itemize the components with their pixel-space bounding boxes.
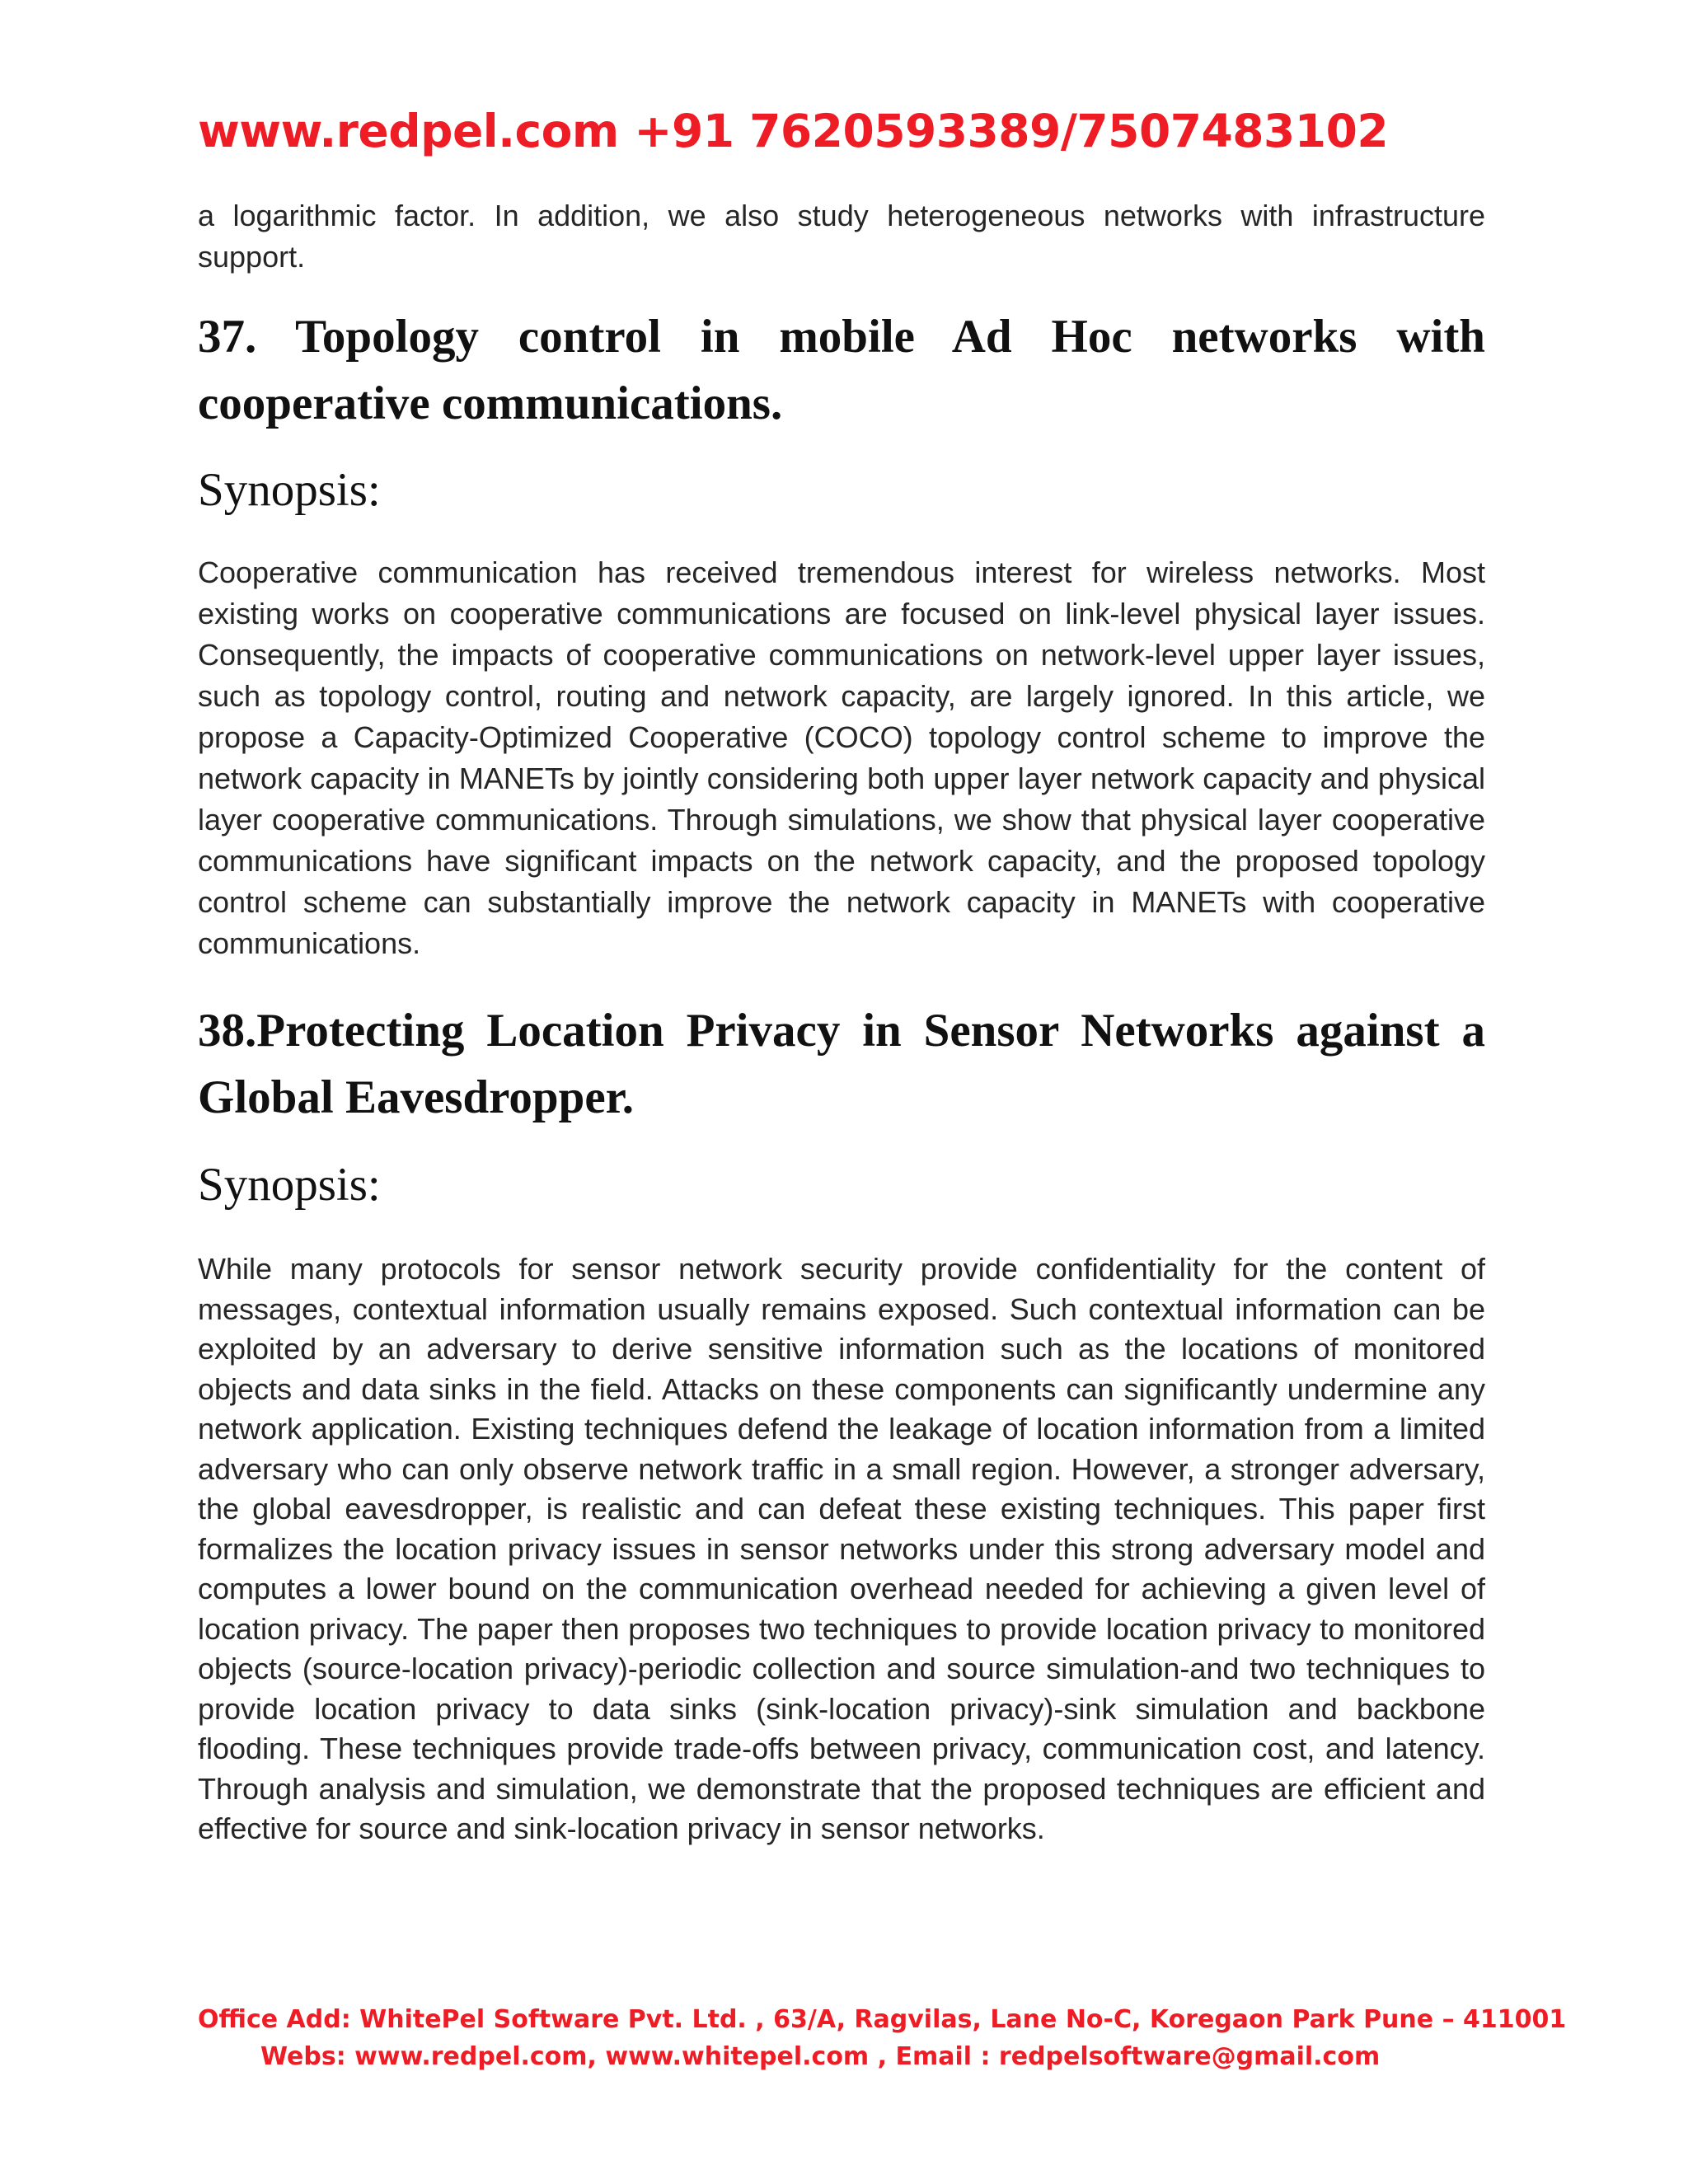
section-37-title: 37. Topology control in mobile Ad Hoc networks with cooperative communications. (198, 311, 1485, 429)
section-37-synopsis-block (198, 466, 1485, 515)
section-38-synopsis-label: Synopsis: (198, 1159, 381, 1211)
section-37-synopsis-label: Synopsis: (198, 464, 381, 516)
section-38 (198, 997, 1485, 1131)
section-38-body: While many protocols for sensor network security provide confidentiality for the content of messages, contextual information usually remains exposed. Such contextual information can be exploited by an adversary to derive sensitive information such as the locations of monitored objects and data sinks in the field. Attacks on these components can significantly undermine any network application. Existing techniques defend the leakage of location information from a limited adversary who can only observe network traffic in a small region. However, a stronger adversary, the global eavesdropper, is realistic and can defeat these existing techniques. This paper first formalizes the location privacy issues in sensor networks under this strong adversary model and computes a lower bound on the communication overhead needed for achieving a given level of location privacy. The paper then proposes two techniques to provide location privacy to monitored objects (source-location privacy)-periodic collection and source simulation-and two techniques to provide location privacy to data sinks (sink-location privacy)-sink simulation and backbone flooding. These techniques provide trade-offs between privacy, communication cost, and latency. Through analysis and simulation, we demonstrate that the proposed techniques are efficient and effective for source and sink-location privacy in sensor networks. (198, 1252, 1485, 1845)
intro-paragraph: a logarithmic factor. In addition, we also study heterogeneous networks with infrastructure support. (198, 199, 1485, 274)
section-37-body: Cooperative communication has received tremendous interest for wireless networks. Most existing works on cooperative communications are focused on link-level physical layer issues. Consequently, the impacts of cooperative communications on network-level upper layer issues, such as topology control, routing and network capacity, are largely ignored. In this article, we propose a Capacity-Optimized Cooperative (COCO) topology control scheme to improve the network capacity in MANETs by jointly considering both upper layer network capacity and physical layer cooperative communications. Through simulations, we show that physical layer cooperative communications have significant impacts on the network capacity, and the proposed topology control scheme can substantially improve the network capacity in MANETs with cooperative communications. (198, 555, 1485, 960)
section-37-body-block (198, 552, 1485, 964)
section-37 (198, 303, 1485, 437)
section-38-body-block (198, 1249, 1485, 1849)
section-38-title: 38.Protecting Location Privacy in Sensor Networks against a Global Eavesdropper. (198, 1005, 1485, 1123)
section-38-synopsis-block (198, 1160, 1485, 1210)
header-contact: www.redpel.com +91 7620593389/7507483102 (198, 105, 1389, 157)
footer-webs-email: Webs: www.redpel.com, www.whitepel.com , Email : redpelsoftware@gmail.com (260, 2042, 1381, 2071)
intro-paragraph-block (198, 195, 1485, 278)
footer-office-address: Office Add: WhitePel Software Pvt. Ltd. , 63/A, Ragvilas, Lane No-C, Koregaon Park Pune – 411001 (198, 2005, 1567, 2034)
